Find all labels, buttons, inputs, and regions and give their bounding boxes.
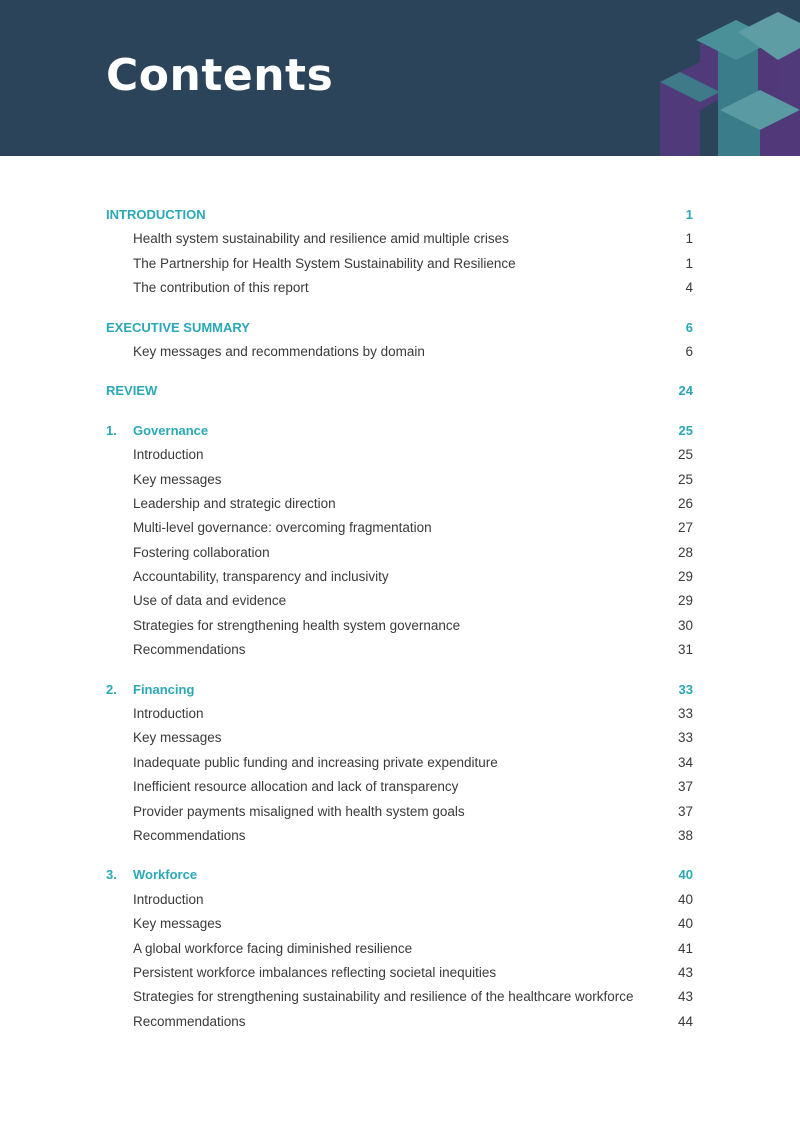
toc-label: EXECUTIVE SUMMARY	[106, 319, 250, 335]
page-title: Contents	[106, 50, 334, 101]
toc-page-number: 31	[677, 642, 693, 658]
toc-label: Leadership and strategic direction	[133, 495, 336, 511]
toc-label: Key messages and recommendations by domain	[133, 343, 425, 359]
toc-entry[interactable]	[106, 985, 693, 1009]
toc-page-number: 4	[685, 280, 693, 296]
toc-label: Strategies for strengthening health system governance	[133, 617, 461, 633]
toc-page-number: 40	[678, 867, 693, 883]
toc-entry[interactable]	[106, 937, 693, 961]
toc-page-number: 25	[678, 422, 693, 438]
toc-entry[interactable]	[106, 468, 693, 492]
toc-label: Health system sustainability and resilience amid multiple crises	[133, 231, 509, 247]
toc-entry[interactable]	[106, 912, 693, 936]
toc-page-number: 26	[677, 495, 693, 511]
toc-page-number: 24	[678, 383, 693, 399]
chapter-number: 1.	[106, 422, 117, 438]
toc-label: Recommendations	[133, 1013, 246, 1029]
toc-page-number: 25	[677, 471, 693, 487]
toc-page-number: 6	[685, 319, 693, 335]
toc-entry[interactable]	[106, 775, 693, 799]
toc-page-number: 27	[677, 520, 693, 536]
toc-page-number: 34	[677, 754, 693, 770]
toc-page-number: 33	[678, 681, 693, 697]
toc-page-number: 40	[677, 916, 693, 932]
toc-entry[interactable]	[106, 252, 693, 276]
toc-label: Workforce	[133, 867, 198, 883]
toc-label: The contribution of this report	[133, 280, 309, 296]
toc-chapter[interactable]	[106, 678, 693, 702]
toc-entry[interactable]	[106, 492, 693, 516]
toc-page-number: 1	[685, 231, 693, 247]
chapter-number: 3.	[106, 867, 117, 883]
toc-label: Governance	[133, 422, 209, 438]
toc-entry[interactable]	[106, 565, 693, 589]
toc-label: Use of data and evidence	[133, 593, 287, 609]
toc-entry[interactable]	[106, 638, 693, 662]
toc-entry[interactable]	[106, 614, 693, 638]
table-of-contents	[106, 203, 693, 1034]
toc-section[interactable]	[106, 316, 693, 340]
toc-page-number: 25	[677, 447, 693, 463]
toc-label: INTRODUCTION	[106, 207, 206, 222]
toc-entry[interactable]	[106, 888, 693, 912]
toc-label: Provider payments misaligned with health system goals	[133, 803, 465, 819]
toc-entry[interactable]	[106, 702, 693, 726]
toc-page-number: 30	[677, 617, 693, 633]
toc-label: Inadequate public funding and increasing private expenditure	[133, 754, 498, 770]
toc-chapter[interactable]	[106, 863, 693, 887]
toc-entry[interactable]	[106, 541, 693, 565]
toc-page-number: 44	[677, 1013, 693, 1029]
toc-section[interactable]	[106, 203, 693, 227]
toc-label: Introduction	[133, 706, 204, 722]
toc-entry[interactable]	[106, 516, 693, 540]
toc-label: Recommendations	[133, 827, 246, 843]
toc-page-number: 33	[677, 730, 693, 746]
toc-entry[interactable]	[106, 751, 693, 775]
toc-entry[interactable]	[106, 800, 693, 824]
toc-page-number: 37	[677, 779, 693, 795]
toc-label: Recommendations	[133, 642, 246, 658]
isometric-cross-cubes-icon	[660, 0, 800, 156]
toc-label: Introduction	[133, 447, 204, 463]
toc-page-number: 40	[677, 891, 693, 907]
toc-label: Accountability, transparency and inclusivity	[133, 569, 389, 585]
toc-page-number: 41	[677, 940, 693, 956]
toc-label: Key messages	[133, 730, 222, 746]
toc-page-number: 29	[677, 569, 693, 585]
toc-label: Multi-level governance: overcoming fragmentation	[133, 520, 432, 536]
chapter-number: 2.	[106, 681, 117, 697]
toc-entry[interactable]	[106, 961, 693, 985]
toc-page-number: 1	[685, 255, 693, 271]
toc-page-number: 29	[677, 593, 693, 609]
toc-label: Introduction	[133, 891, 204, 907]
toc-entry[interactable]	[106, 589, 693, 613]
toc-label: Fostering collaboration	[133, 544, 270, 560]
toc-label: Strategies for strengthening sustainability and resilience of the healthcare workforce	[133, 989, 634, 1005]
toc-entry[interactable]	[106, 824, 693, 848]
toc-page-number: 43	[677, 964, 693, 980]
toc-label: A global workforce facing diminished resilience	[133, 940, 413, 956]
toc-label: Persistent workforce imbalances reflecting societal inequities	[133, 964, 497, 980]
toc-label: Inefficient resource allocation and lack of transparency	[133, 779, 459, 795]
toc-label: Key messages	[133, 916, 222, 932]
toc-label: REVIEW	[106, 383, 158, 399]
toc-page-number: 33	[677, 706, 693, 722]
toc-page-number: 6	[685, 343, 693, 359]
toc-entry[interactable]	[106, 1010, 693, 1034]
toc-entry[interactable]	[106, 276, 693, 300]
toc-label: Key messages	[133, 471, 222, 487]
toc-label: The Partnership for Health System Sustainability and Resilience	[133, 255, 516, 271]
toc-page-number: 38	[677, 827, 693, 843]
toc-entry[interactable]	[106, 726, 693, 750]
toc-page-number: 1	[685, 207, 693, 222]
toc-page-number: 28	[677, 544, 693, 560]
toc-label: Financing	[133, 681, 195, 697]
toc-entry[interactable]	[106, 443, 693, 467]
toc-section[interactable]	[106, 379, 693, 403]
toc-chapter[interactable]	[106, 419, 693, 443]
toc-entry[interactable]	[106, 227, 693, 251]
toc-page-number: 43	[677, 989, 693, 1005]
toc-entry[interactable]	[106, 340, 693, 364]
header-banner	[0, 0, 800, 156]
toc-page-number: 37	[677, 803, 693, 819]
